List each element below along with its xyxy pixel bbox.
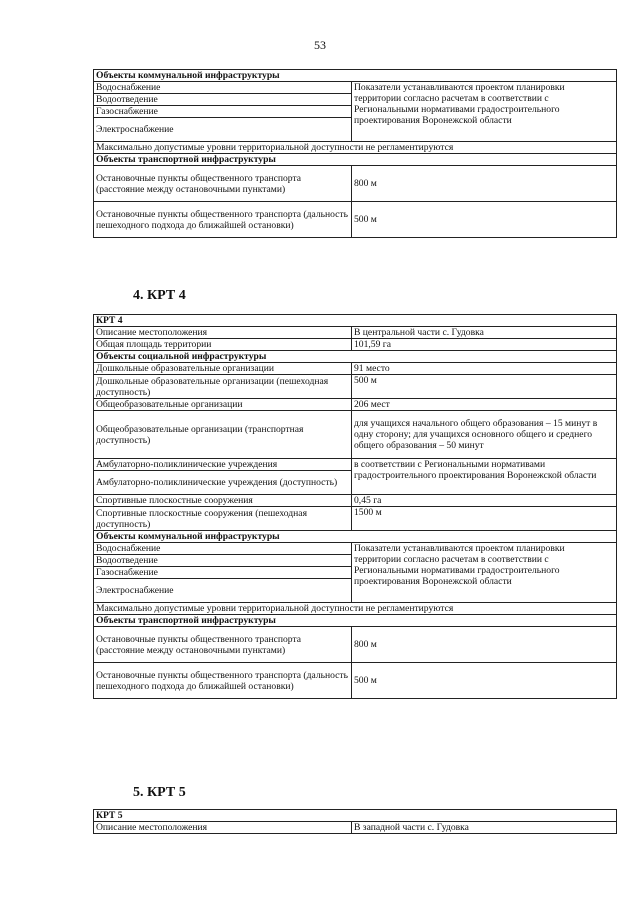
table-row (94, 543, 617, 555)
preschool-access-value: 500 м (352, 375, 617, 399)
table-row (94, 339, 617, 351)
section-5-heading: 5. КРТ 5 (133, 785, 186, 800)
table-row (94, 166, 617, 202)
table-title: КРТ 4 (94, 315, 617, 327)
stops-distance-value: 800 м (352, 627, 617, 663)
clinic-value: в соответствии с Региональными нормативами градостроительного проектирования Воронежской области (352, 459, 617, 495)
area-label: Общая площадь территории (94, 339, 352, 351)
transport-header: Объекты транспортной инфраструктуры (94, 154, 617, 166)
water-supply-label: Водоснабжение (94, 82, 352, 94)
stops-walk-label: Остановочные пункты общественного транспорта (дальность пешеходного подхода до ближайшей остановки) (94, 202, 352, 238)
stops-walk-value: 500 м (352, 663, 617, 699)
section-4-heading: 4. КРТ 4 (133, 288, 186, 303)
area-value: 101,59 га (352, 339, 617, 351)
preschool-label: Дошкольные образовательные организации (94, 363, 352, 375)
krt5-table (93, 809, 617, 834)
table-row (94, 822, 617, 834)
school-access-label: Общеобразовательные организации (транспортная доступность) (94, 411, 352, 459)
water-disposal-label: Водоотведение (94, 94, 352, 106)
table-row (94, 459, 617, 471)
social-header: Объекты социальной инфраструктуры (94, 351, 617, 363)
table-row (94, 363, 617, 375)
page-number: 53 (314, 38, 326, 52)
sport-value: 0,45 га (352, 495, 617, 507)
table-row (94, 615, 617, 627)
table-row (94, 375, 617, 399)
communal-note: Показатели устанавливаются проектом планировки территории согласно расчетам в соответствии с Региональными нормативами градостроительного проектирования Воронежской области (352, 82, 617, 142)
table-row (94, 327, 617, 339)
power-supply-label: Электроснабжение (94, 118, 352, 142)
location-value: В центральной части с. Гудовка (352, 327, 617, 339)
water-supply-label: Водоснабжение (94, 543, 352, 555)
school-value: 206 мест (352, 399, 617, 411)
preschool-value: 91 место (352, 363, 617, 375)
table-row (94, 70, 617, 82)
table-row (94, 603, 617, 615)
location-label: Описание местоположения (94, 822, 352, 834)
sport-access-label: Спортивные плоскостные сооружения (пешеходная доступность) (94, 507, 352, 531)
communal-note: Показатели устанавливаются проектом планировки территории согласно расчетам в соответствии с Региональными нормативами градостроительного проектирования Воронежской области (352, 543, 617, 603)
clinic-access-label: Амбулаторно-поликлинические учреждения (доступность) (94, 471, 352, 495)
location-value: В западной части с. Гудовка (352, 822, 617, 834)
table-row (94, 351, 617, 363)
table-row (94, 411, 617, 459)
preschool-access-label: Дошкольные образовательные организации (пешеходная доступность) (94, 375, 352, 399)
stops-walk-label: Остановочные пункты общественного транспорта (дальность пешеходного подхода до ближайшей остановки) (94, 663, 352, 699)
table-row (94, 399, 617, 411)
stops-distance-label: Остановочные пункты общественного транспорта (расстояние между остановочными пунктами) (94, 166, 352, 202)
accessibility-note: Максимально допустимые уровни территориальной доступности не регламентируются (94, 603, 617, 615)
table-title: КРТ 5 (94, 810, 617, 822)
table-row (94, 142, 617, 154)
accessibility-note: Максимально допустимые уровни территориальной доступности не регламентируются (94, 142, 617, 154)
sport-access-value: 1500 м (352, 507, 617, 531)
sport-label: Спортивные плоскостные сооружения (94, 495, 352, 507)
table-row (94, 202, 617, 238)
water-disposal-label: Водоотведение (94, 555, 352, 567)
clinic-label: Амбулаторно-поликлинические учреждения (94, 459, 352, 471)
school-label: Общеобразовательные организации (94, 399, 352, 411)
table-row (94, 810, 617, 822)
stops-distance-value: 800 м (352, 166, 617, 202)
transport-header: Объекты транспортной инфраструктуры (94, 615, 617, 627)
power-supply-label: Электроснабжение (94, 579, 352, 603)
table-row (94, 495, 617, 507)
table-row (94, 315, 617, 327)
gas-supply-label: Газоснабжение (94, 106, 352, 118)
table-row (94, 531, 617, 543)
krt4-table (93, 314, 617, 699)
table-row (94, 507, 617, 531)
continuation-table (93, 69, 617, 238)
communal-header: Объекты коммунальной инфраструктуры (94, 531, 617, 543)
table-row (94, 154, 617, 166)
table-row (94, 663, 617, 699)
stops-walk-value: 500 м (352, 202, 617, 238)
location-label: Описание местоположения (94, 327, 352, 339)
gas-supply-label: Газоснабжение (94, 567, 352, 579)
school-access-value: для учащихся начального общего образования – 15 минут в одну сторону; для учащихся основного общего и среднего общего образования – 50 минут (352, 411, 617, 459)
communal-header: Объекты коммунальной инфраструктуры (94, 70, 617, 82)
table-row (94, 82, 617, 94)
table-row (94, 627, 617, 663)
stops-distance-label: Остановочные пункты общественного транспорта (расстояние между остановочными пунктами) (94, 627, 352, 663)
